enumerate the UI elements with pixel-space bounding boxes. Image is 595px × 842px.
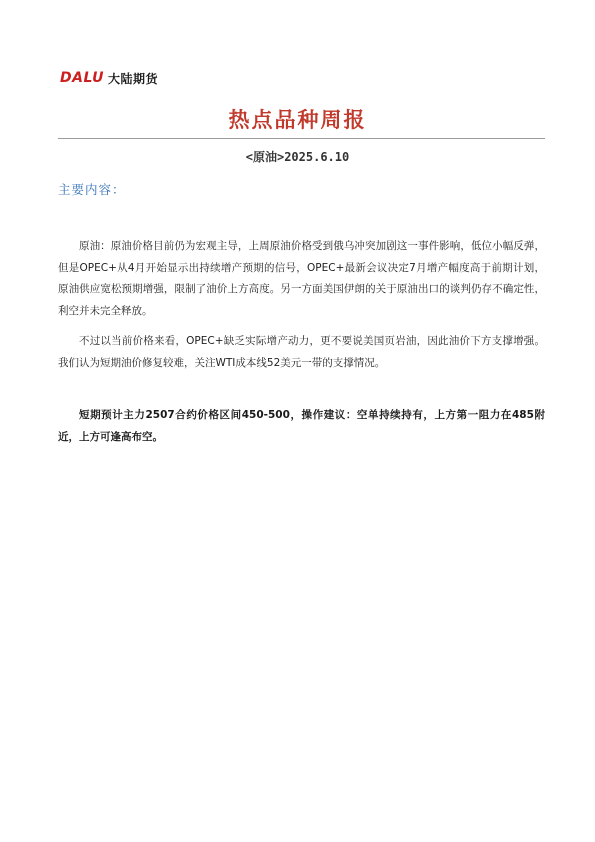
brand-logo: [60, 69, 158, 87]
section-heading: 主要内容：: [58, 182, 126, 197]
paragraph-support: 不过以当前价格来看，OPEC+缺乏实际增产动力，更不要说美国页岩油，因此油价下方支撑增强。我们认为短期油价修复较难，关注WTI成本线52美元一带的支撑情况。: [58, 335, 545, 369]
report-date: <原油>2025.6.10: [245, 150, 350, 164]
paragraph-macro: 原油：原油价格目前仍为宏观主导，上周原油价格受到俄乌冲突加剧这一事件影响，低位小幅反弹，但是OPEC+从4月开始显示出持续增产预期的信号，OPEC+最新会议决定7月增产幅度高于前期计划，原油供应宽松预期增强，限制了油价上方高度。另一方面美国伊朗的关于原油出口的谈判仍存不确定性，利空并未完全释放。: [58, 240, 545, 317]
report-title: 热点品种周报: [228, 107, 367, 132]
title-divider: [58, 138, 545, 139]
logo-mark: DALU: [60, 70, 104, 86]
logo-text: 大陆期货: [107, 71, 158, 86]
paragraph-strategy: 短期预计主力2507合约价格区间450-500，操作建议：空单持续持有，上方第一阻力在485附近，上方可逢高布空。: [58, 409, 545, 443]
